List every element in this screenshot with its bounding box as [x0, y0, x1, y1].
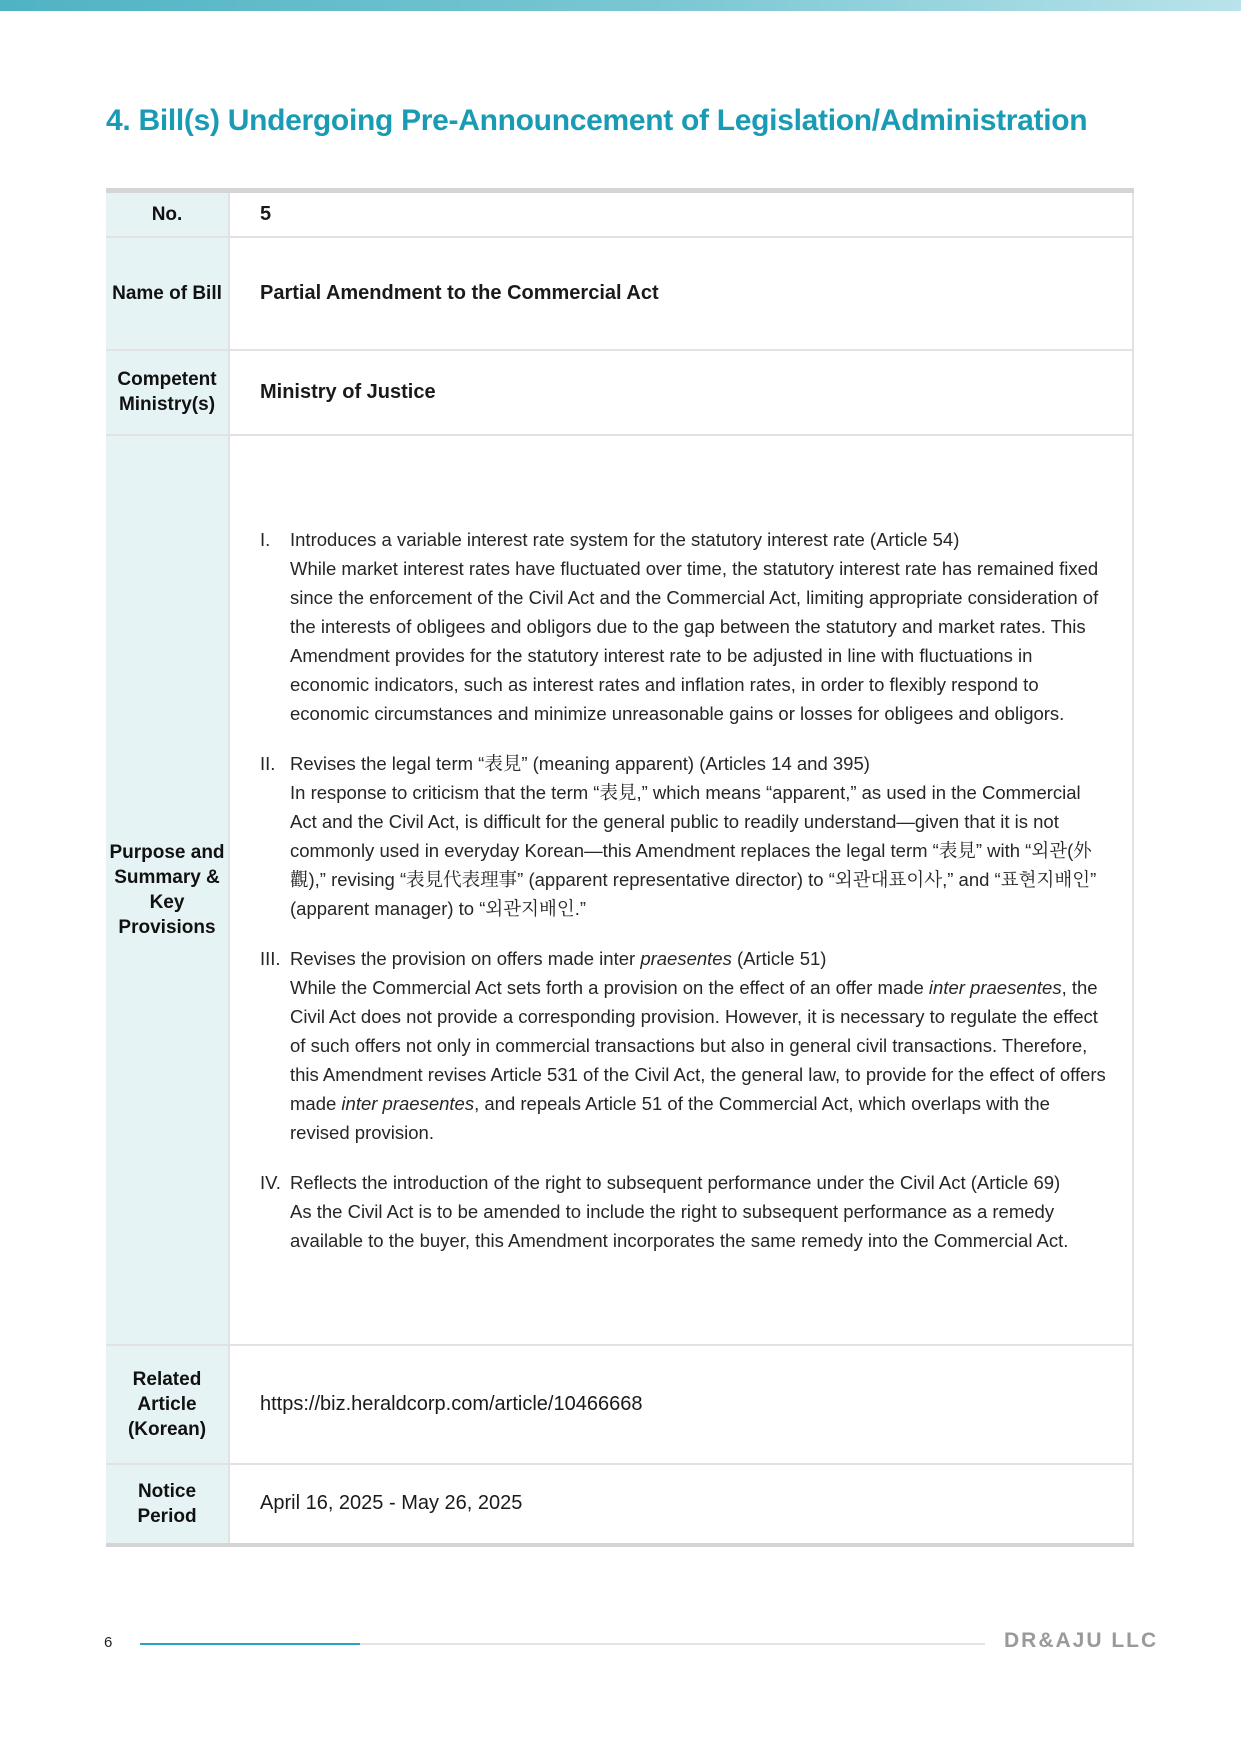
page-progress-fill [140, 1643, 360, 1645]
provision-text: As the Civil Act is to be amended to include the right to subsequent performance as a remedy available to the buyer, this Amendment incorporates the same remedy into the Commercial Act. [290, 1200, 1069, 1251]
section-title: 4. Bill(s) Undergoing Pre-Announcement of Legislation/Administration [106, 104, 1088, 137]
label-no: No. [106, 191, 229, 237]
row-purpose [106, 435, 1133, 1345]
provision-text: In response to criticism that the term “表見,” which means “apparent,” as used in the Commercial Act and the Civil Act, is difficult for the general public to readily understand—given that it is not commonly used in everyday Korean—this Amendment replaces the legal term “表見” with “외관(外觀),” revising “表見代表理事” (apparent representative director) to “외관대표이사,” and “표현지배인” (apparent manager) to “외관지배인.” [290, 781, 1097, 919]
provision-heading: Reflects the introduction of the right to subsequent performance under the Civil Act (Article 69) [290, 1171, 1061, 1193]
brand-logo: DR&AJU LLC [1004, 1629, 1159, 1652]
row-no [106, 191, 1133, 237]
provision-text-italic: inter praesentes [928, 976, 1062, 998]
provision-heading-part: Revises the provision on offers made inter [290, 947, 641, 969]
provision-item [260, 525, 1106, 728]
value-no: 5 [229, 191, 1133, 237]
value-purpose [229, 435, 1133, 1345]
provision-number: II. [260, 752, 276, 774]
row-name-of-bill [106, 237, 1133, 350]
provision-heading-italic: praesentes [640, 947, 732, 969]
provision-text [290, 973, 1106, 1147]
provision-text-part: , and repeals Article 51 of the Commercial Act, which overlaps with the revised provision. [290, 1092, 1050, 1143]
row-related-article [106, 1345, 1133, 1464]
provision-list [260, 525, 1106, 1255]
value-related-article: https://biz.heraldcorp.com/article/10466668 [229, 1345, 1133, 1464]
value-name-of-bill: Partial Amendment to the Commercial Act [229, 237, 1133, 350]
provision-heading: Introduces a variable interest rate system for the statutory interest rate (Article 54) [290, 528, 960, 550]
label-competent-ministry: Competent Ministry(s) [106, 350, 229, 435]
row-competent-ministry [106, 350, 1133, 435]
page-number: 6 [104, 1634, 113, 1651]
provision-item [260, 944, 1106, 1147]
top-accent-bar [0, 0, 1241, 11]
value-notice-period: April 16, 2025 - May 26, 2025 [229, 1464, 1133, 1545]
provision-number: I. [260, 528, 271, 550]
label-name-of-bill: Name of Bill [106, 237, 229, 350]
provision-heading: Revises the legal term “表見” (meaning apparent) (Articles 14 and 395) [290, 752, 870, 774]
bill-table [106, 188, 1134, 1547]
label-purpose: Purpose and Summary & Key Provisions [106, 435, 229, 1345]
provision-text: While market interest rates have fluctuated over time, the statutory interest rate has remained fixed since the enforcement of the Civil Act and the Commercial Act, limiting appropriate consideration of the interests of obligees and obligors due to the gap between the statutory and market rates. This Amendment provides for the statutory interest rate to be adjusted in line with fluctuations in economic indicators, such as interest rates and inflation rates, in order to flexibly respond to economic circumstances and minimize unreasonable gains or losses for obligees and obligors. [290, 557, 1099, 724]
label-notice-period: Notice Period [106, 1464, 229, 1545]
provision-number: IV. [260, 1171, 281, 1193]
provision-heading-part: (Article 51) [731, 947, 827, 969]
provision-heading [290, 944, 1106, 973]
provision-text-part: While the Commercial Act sets forth a provision on the effect of an offer made [290, 976, 929, 998]
row-notice-period [106, 1464, 1133, 1545]
value-competent-ministry: Ministry of Justice [229, 350, 1133, 435]
provision-text-part: , the Civil Act does not provide a corresponding provision. However, it is necessary to regulate the effect of such offers not only in commercial transactions but also in general civil transactions. Therefore, this Amendment revises Article 531 of the Civil Act, the general law, to provide for the effect of offers made [290, 976, 1106, 1114]
label-related-article: Related Article (Korean) [106, 1345, 229, 1464]
provision-text-italic: inter praesentes [341, 1092, 475, 1114]
provision-item [260, 749, 1106, 923]
provision-number: III. [260, 947, 281, 969]
provision-item [260, 1168, 1106, 1255]
page-progress-track [140, 1643, 985, 1645]
